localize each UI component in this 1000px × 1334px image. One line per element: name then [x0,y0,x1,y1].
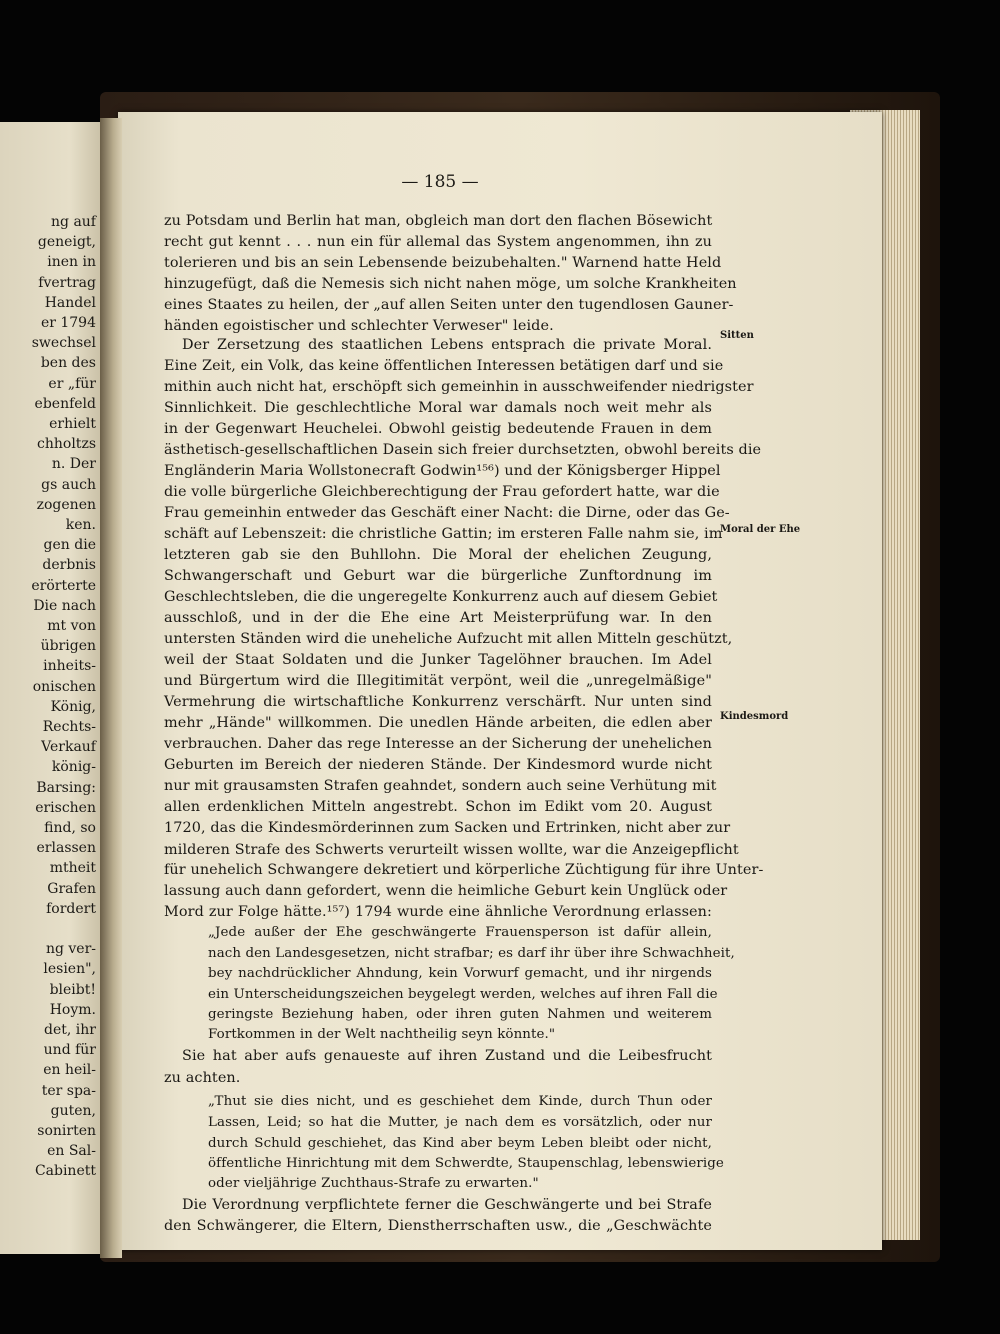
left-page-line: Verkauf [41,739,96,756]
text-line: Sinnlichkeit. Die geschlechtliche Moral war damals noch weit mehr als [164,400,712,416]
text-line: ausschloß, und in der die Ehe eine Art Meisterprüfung war. In den [164,610,712,626]
left-page-line: könig- [51,759,96,776]
margin-note-sitten: Sitten [720,330,754,341]
text-line: für unehelich Schwangere dekretiert und körperliche Züchtigung für ihre Unter- [164,862,764,878]
left-page-line: onischen [32,678,96,695]
left-page-line: erlassen [36,840,96,857]
left-page-line: ter spa- [41,1082,96,1099]
text-line: den Schwängerer, die Eltern, Dienstherrschaften usw., die „Geschwächte [164,1218,712,1234]
quote-line: ein Unterscheidungszeichen beygelegt werden, welches auf ihren Fall die [208,987,718,1002]
text-line: hinzugefügt, daß die Nemesis sich nicht nahen möge, um solche Krankheiten [164,276,737,292]
left-page-line: n. Der [51,456,96,473]
margin-note-kindesmord: Kindesmord [720,711,789,722]
quote-line: nach den Landesgesetzen, nicht strafbar; es darf ihr über ihre Schwachheit, [208,946,735,961]
left-page-line: König, [50,698,96,715]
text-line: verbrauchen. Daher das rege Interesse an der Sicherung der unehelichen [164,736,712,752]
left-page-line: ebenfeld [34,395,96,412]
text-line: händen egoistischer und schlechter Verweser" leide. [164,318,554,334]
text-line: eines Staates zu heilen, der „auf allen Seiten unter den tugendlosen Gauner- [164,297,734,313]
left-page-line: guten, [50,1102,96,1119]
quote-line: oder vieljährige Zuchthaus-Strafe zu erwarten." [208,1176,539,1191]
text-line: Vermehrung die wirtschaftliche Konkurrenz verschärft. Nur unten sind [164,694,712,710]
text-line: Engländerin Maria Wollstonecraft Godwin¹⁵⁶) und der Königsberger Hippel [164,463,721,479]
quote-line: bey nachdrücklicher Ahndung, kein Vorwurf gemacht, und ihr nirgends [208,966,712,981]
left-page-line: find, so [44,820,96,836]
left-page-line: bleibt! [49,981,96,998]
left-page-line: Barsing: [36,779,96,796]
left-page-line: Hoym. [49,1001,96,1018]
left-page-line: inen in [47,254,96,271]
left-page-line: erhielt [49,416,96,432]
quote-line: „Jede außer der Ehe geschwängerte Frauensperson ist dafür allein, [208,925,712,940]
text-line: mehr „Hände" willkommen. Die unedlen Hände arbeiten, die edlen aber [164,715,712,731]
quote-line: Lassen, Leid; so hat die Mutter, je nach dem es vorsätzlich, oder nur [208,1115,712,1130]
quote-line: öffentliche Hinrichtung mit dem Schwerdte, Staupenschlag, lebenswierige [208,1156,724,1171]
left-page-line: geneigt, [37,234,96,251]
left-page-line: fvertrag [38,274,96,291]
left-page-line: und für [43,1042,96,1059]
left-page-line: en heil- [43,1062,96,1079]
text-line: Die Verordnung verpflichtete ferner die Geschwängerte und bei Strafe [182,1197,712,1213]
text-line: weil der Staat Soldaten und die Junker Tagelöhner brauchen. Im Adel [164,652,712,668]
left-page-line: sonirten [37,1123,96,1139]
text-line: zu Potsdam und Berlin hat man, obgleich man dort den flachen Bösewicht [164,213,713,229]
left-page-line: ng ver- [45,941,96,958]
left-page-line: er „für [48,375,96,392]
left-page-line: Grafen [47,880,96,897]
quote-line: „Thut sie dies nicht, und es geschiehet dem Kinde, durch Thun oder [208,1094,712,1109]
text-line: allen erdenklichen Mitteln angestrebt. Schon im Edikt vom 20. August [164,799,712,815]
quote-line: Fortkommen in der Welt nachtheilig seyn könnte." [208,1027,556,1042]
left-page-line: erörterte [31,577,96,594]
left-page-line: lesien", [43,961,96,978]
left-page-line: ng auf [51,214,96,230]
text-line: Mord zur Folge hätte.¹⁵⁷) 1794 wurde eine ähnliche Verordnung erlassen: [164,904,712,920]
left-page-line: Die nach [33,597,96,614]
left-page-line: er 1794 [40,315,96,331]
left-page-line: fordert [46,900,96,917]
left-page-line: zogenen [36,496,96,513]
text-line: lassung auch dann gefordert, wenn die heimliche Geburt kein Unglück oder [164,883,728,899]
text-line: mithin auch nicht hat, erschöpft sich gemeinhin in ausschweifender niedrigster [164,379,754,395]
left-page-line: mt von [47,618,96,634]
text-line: die volle bürgerliche Gleichberechtigung der Frau gefordert hatte, war die [164,484,720,500]
text-line: tolerieren und bis an sein Lebensende beizubehalten." Warnend hatte Held [164,255,722,271]
text-line: untersten Ständen wird die uneheliche Aufzucht mit allen Mitteln geschützt, [164,631,733,647]
left-page-line: ben des [40,355,96,372]
text-line: 1720, das die Kindesmörderinnen zum Sacken und Ertrinken, nicht aber zur [164,820,731,836]
left-page-line: det, ihr [44,1022,96,1038]
text-line: nur mit grausamsten Strafen geahndet, sondern auch seine Verhütung mit [164,778,717,794]
left-page-line: derbnis [42,557,96,574]
quote-line: geringste Beziehung haben, oder ihren guten Nahmen und weiterem [208,1007,712,1022]
page-number: — 185 — [401,172,479,192]
left-page-line: Rechts- [42,719,96,735]
left-page-line: swechsel [31,335,96,352]
left-page-line: inheits- [43,658,96,675]
margin-note-moral-der-ehe: Moral der Ehe [720,524,801,535]
left-page-line: ken. [65,517,96,533]
text-line: und Bürgertum wird die Illegitimität verpönt, weil die „unregelmäßige" [164,673,712,689]
text-line: Eine Zeit, ein Volk, das keine öffentlichen Interessen betätigen darf und sie [164,358,724,374]
text-line: milderen Strafe des Schwerts verurteilt wissen wollte, war die Anzeigepflicht [164,842,739,858]
text-line: Schwangerschaft und Geburt war die bürgerliche Zunftordnung im [164,568,712,584]
quote-line: durch Schuld geschiehet, das Kind aber beym Leben bleibt oder nicht, [208,1136,712,1151]
left-page-line: chholtzs [37,436,96,453]
text-line: recht gut kennt . . . nun ein für allemal das System angenommen, ihn zu [164,234,712,250]
left-page-line: übrigen [40,638,96,655]
text-line: zu achten. [164,1070,241,1086]
text-line: in der Gegenwart Heuchelei. Obwohl geistig bedeutende Frauen in dem [164,421,712,437]
text-line: Geburten im Bereich der niederen Stände. Der Kindesmord wurde nicht [164,757,712,773]
left-page-line: erischen [35,799,96,816]
text-line: Geschlechtsleben, die die ungeregelte Konkurrenz auch auf diesem Gebiet [164,589,718,605]
left-page-line: Cabinett [34,1163,96,1180]
text-line: letzteren gab sie den Buhllohn. Die Moral der ehelichen Zeugung, [164,547,712,563]
left-page-line: en Sal- [47,1143,96,1160]
text-line: Der Zersetzung des staatlichen Lebens entsprach die private Moral. [182,337,712,353]
left-page-line: gen die [43,537,96,554]
text-line: ästhetisch-gesellschaftlichen Dasein sich freier durchsetzten, obwohl bereits die [164,442,762,458]
text-line: Frau gemeinhin entweder das Geschäft einer Nacht: die Dirne, oder das Ge- [164,505,730,521]
text-line: Sie hat aber aufs genaueste auf ihren Zustand und die Leibesfrucht [182,1048,712,1064]
left-page-line: Handel [44,294,96,311]
text-line: schäft auf Lebenszeit: die christliche Gattin; im ersteren Falle nahm sie, im [164,526,723,542]
left-page-line: mtheit [49,860,96,877]
left-page-line: gs auch [41,476,96,493]
